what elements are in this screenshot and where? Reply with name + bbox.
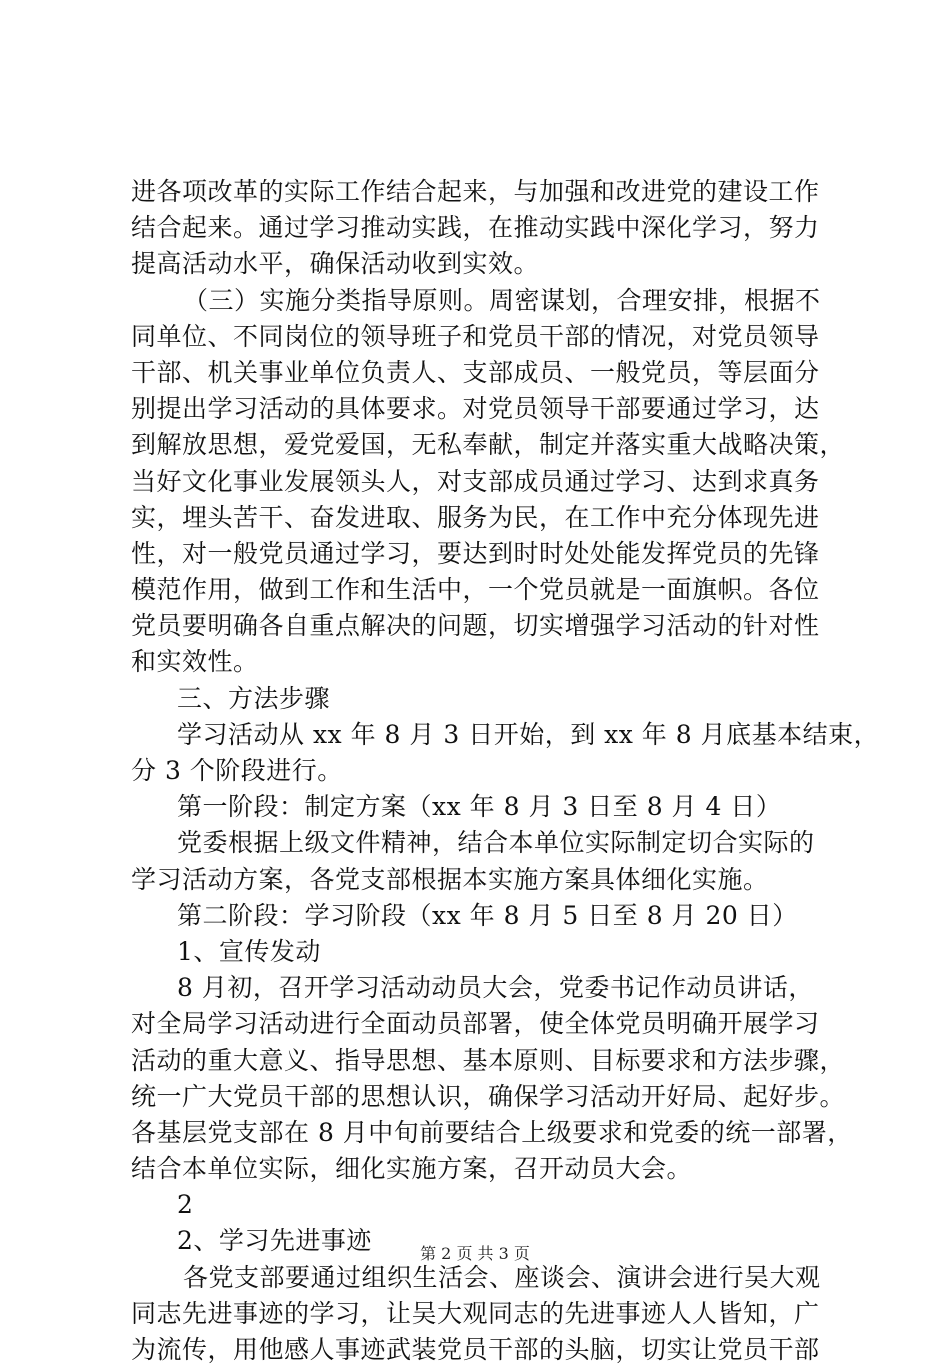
text-line: 进各项改革的实际工作结合起来，与加强和改进党的建设工作 xyxy=(131,177,820,206)
section-heading: 三、方法步骤 xyxy=(177,683,331,713)
text-line: 干部、机关事业单位负责人、支部成员、一般党员，等层面分 xyxy=(131,357,820,387)
stage-heading: 第一阶段：制定方案（xx 年 8 月 3 日至 8 月 4 日） xyxy=(177,792,782,822)
text-line: 统一广大党员干部的思想认识，确保学习活动开好局、起好步。 xyxy=(131,1081,846,1111)
text-line: 分 3 个阶段进行。 xyxy=(131,756,343,785)
text-line: 结合起来。通过学习推动实践，在推动实践中深化学习，努力 xyxy=(131,213,820,243)
text-line: 模范作用，做到工作和生活中，一个党员就是一面旗帜。各位 xyxy=(131,575,820,605)
inline-page-number: 2 xyxy=(177,1190,194,1220)
text-line: 到解放思想，爱党爱国，无私奉献，制定并落实重大战略决策， xyxy=(131,430,846,460)
text-line: 党委根据上级文件精神，结合本单位实际制定切合实际的 xyxy=(177,828,815,858)
text-line: 为流传，用他感人事迹武装党员干部的头脑，切实让党员干部 xyxy=(131,1335,820,1364)
text-line: 当好文化事业发展领头人，对支部成员通过学习、达到求真务 xyxy=(131,466,820,496)
page-footer xyxy=(0,1244,950,1264)
text-line: 学习活动从 xx 年 8 月 3 日开始，到 xx 年 8 月底基本结束， xyxy=(177,719,880,749)
text-line: 党员要明确各自重点解决的问题，切实增强学习活动的针对性 xyxy=(131,611,820,641)
text-line: 各基层党支部在 8 月中旬前要结合上级要求和党委的统一部署， xyxy=(131,1117,853,1147)
text-line: 8 月初，召开学习活动动员大会，党委书记作动员讲话， xyxy=(177,973,814,1003)
text-line: 同志先进事迹的学习，让吴大观同志的先进事迹人人皆知，广 xyxy=(131,1298,820,1328)
subsection-heading: 2、学习先进事迹 xyxy=(177,1226,372,1256)
text-line: 别提出学习活动的具体要求。对党员领导干部要通过学习，达 xyxy=(131,394,820,424)
text-line: 学习活动方案，各党支部根据本实施方案具体细化实施。 xyxy=(131,864,769,894)
text-line: 同单位、不同岗位的领导班子和党员干部的情况，对党员领导 xyxy=(131,321,820,351)
text-line: 性，对一般党员通过学习，要达到时时处处能发挥党员的先锋 xyxy=(131,538,820,568)
document-body xyxy=(131,174,880,1368)
text-line: 和实效性。 xyxy=(131,647,259,677)
text-line: 提高活动水平，确保活动收到实效。 xyxy=(131,249,540,279)
text-line: （三）实施分类指导原则。周密谋划，合理安排，根据不 xyxy=(183,285,821,315)
text-line: 实，埋头苦干、奋发进取、服务为民，在工作中充分体现先进 xyxy=(131,502,820,532)
subsection-heading: 1、宣传发动 xyxy=(177,936,321,966)
text-line: 各党支部要通过组织生活会、座谈会、演讲会进行吴大观 xyxy=(183,1262,821,1292)
text-line: 结合本单位实际，细化实施方案，召开动员大会。 xyxy=(131,1154,693,1184)
stage-heading: 第二阶段：学习阶段（xx 年 8 月 5 日至 8 月 20 日） xyxy=(177,900,798,930)
text-line: 对全局学习活动进行全面动员部署，使全体党员明确开展学习 xyxy=(131,1009,820,1039)
page-number-label: 第 2 页 共 3 页 xyxy=(420,1244,530,1263)
text-line: 活动的重大意义、指导思想、基本原则、目标要求和方法步骤， xyxy=(131,1045,846,1075)
